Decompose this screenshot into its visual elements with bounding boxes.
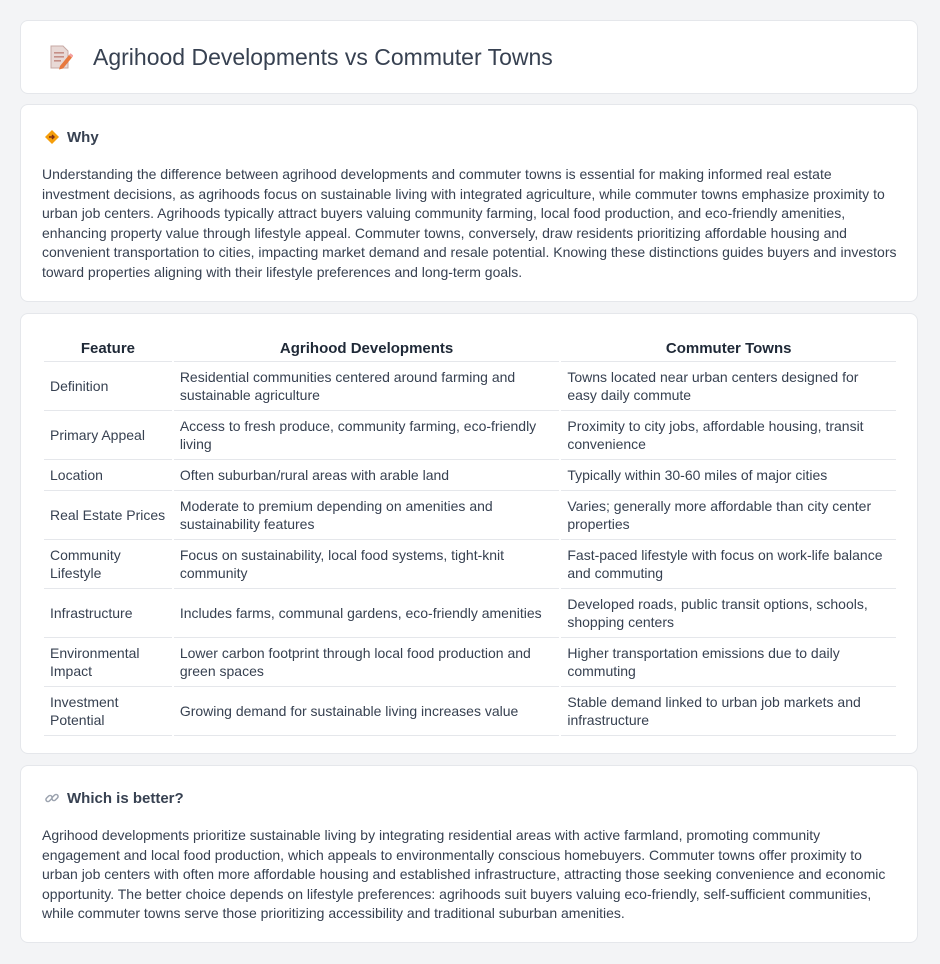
table-row	[44, 362, 896, 411]
feature-cell: Environmental Impact	[44, 638, 172, 687]
agrihood-cell: Moderate to premium depending on amenities and sustainability features	[174, 491, 560, 540]
table-row	[44, 491, 896, 540]
agrihood-cell: Often suburban/rural areas with arable land	[174, 460, 560, 491]
feature-cell: Location	[44, 460, 172, 491]
table-row	[44, 460, 896, 491]
feature-cell: Community Lifestyle	[44, 540, 172, 589]
header-commuter: Commuter Towns	[561, 334, 896, 362]
comparison-table	[42, 334, 898, 736]
commuter-cell: Developed roads, public transit options, schools, shopping centers	[561, 589, 896, 638]
header-feature: Feature	[44, 334, 172, 362]
commuter-cell: Stable demand linked to urban job markets and infrastructure	[561, 687, 896, 736]
table-row	[44, 540, 896, 589]
table-row	[44, 687, 896, 736]
why-card	[20, 104, 918, 302]
comparison-table-card	[20, 313, 918, 754]
feature-cell: Definition	[44, 362, 172, 411]
header-agrihood: Agrihood Developments	[174, 334, 560, 362]
commuter-cell: Typically within 30-60 miles of major cities	[561, 460, 896, 491]
feature-cell: Investment Potential	[44, 687, 172, 736]
table-row	[44, 589, 896, 638]
better-heading	[43, 789, 184, 807]
agrihood-cell: Residential communities centered around farming and sustainable agriculture	[174, 362, 560, 411]
better-title: Which is better?	[67, 789, 184, 807]
table-row	[44, 411, 896, 460]
why-heading	[43, 128, 99, 146]
agrihood-cell: Growing demand for sustainable living increases value	[174, 687, 560, 736]
why-text: Understanding the difference between agrihood developments and commuter towns is essential for making informed real estate investment decisions, as agrihoods focus on sustainable living with integrated agriculture, while commuter towns emphasize proximity to urban job centers. Agrihoods typically attract buyers valuing community farming, local food production, and eco-friendly amenities, enhancing property value through lifestyle appeal. Commuter towns, conversely, draw residents prioritizing affordable housing and convenient transportation to cities, impacting market demand and resale potential. Knowing these distinctions guides buyers and investors toward properties aligning with their lifestyle preferences and long-term goals.	[42, 166, 897, 280]
agrihood-cell: Lower carbon footprint through local food production and green spaces	[174, 638, 560, 687]
agrihood-cell: Includes farms, communal gardens, eco-friendly amenities	[174, 589, 560, 638]
commuter-cell: Towns located near urban centers designed for easy daily commute	[561, 362, 896, 411]
agrihood-cell: Focus on sustainability, local food systems, tight-knit community	[174, 540, 560, 589]
agrihood-cell: Access to fresh produce, community farming, eco-friendly living	[174, 411, 560, 460]
better-text: Agrihood developments prioritize sustainable living by integrating residential areas with active farmland, promoting community engagement and local food production, which appeals to environmentally conscious homebuyers. Commuter towns offer proximity to urban job centers with often more affordable housing and established infrastructure, attracting those seeking convenience and economic opportunity. The better choice depends on lifestyle preferences: agrihoods suit buyers valuing eco-friendly, self-sufficient communities, while commuter towns serve those prioritizing accessibility and traditional suburban amenities.	[42, 827, 886, 921]
page-title: Agrihood Developments vs Commuter Towns	[93, 43, 553, 70]
document-pencil-icon	[47, 43, 73, 71]
feature-cell: Infrastructure	[44, 589, 172, 638]
table-header-row	[44, 334, 896, 362]
commuter-cell: Higher transportation emissions due to daily commuting	[561, 638, 896, 687]
table-row	[44, 638, 896, 687]
diamond-warning-icon	[43, 128, 61, 146]
commuter-cell: Varies; generally more affordable than city center properties	[561, 491, 896, 540]
commuter-cell: Proximity to city jobs, affordable housing, transit convenience	[561, 411, 896, 460]
feature-cell: Real Estate Prices	[44, 491, 172, 540]
commuter-cell: Fast-paced lifestyle with focus on work-life balance and commuting	[561, 540, 896, 589]
link-icon	[43, 789, 61, 807]
why-title: Why	[67, 128, 99, 146]
which-better-card	[20, 765, 918, 943]
feature-cell: Primary Appeal	[44, 411, 172, 460]
header-card	[20, 20, 918, 94]
